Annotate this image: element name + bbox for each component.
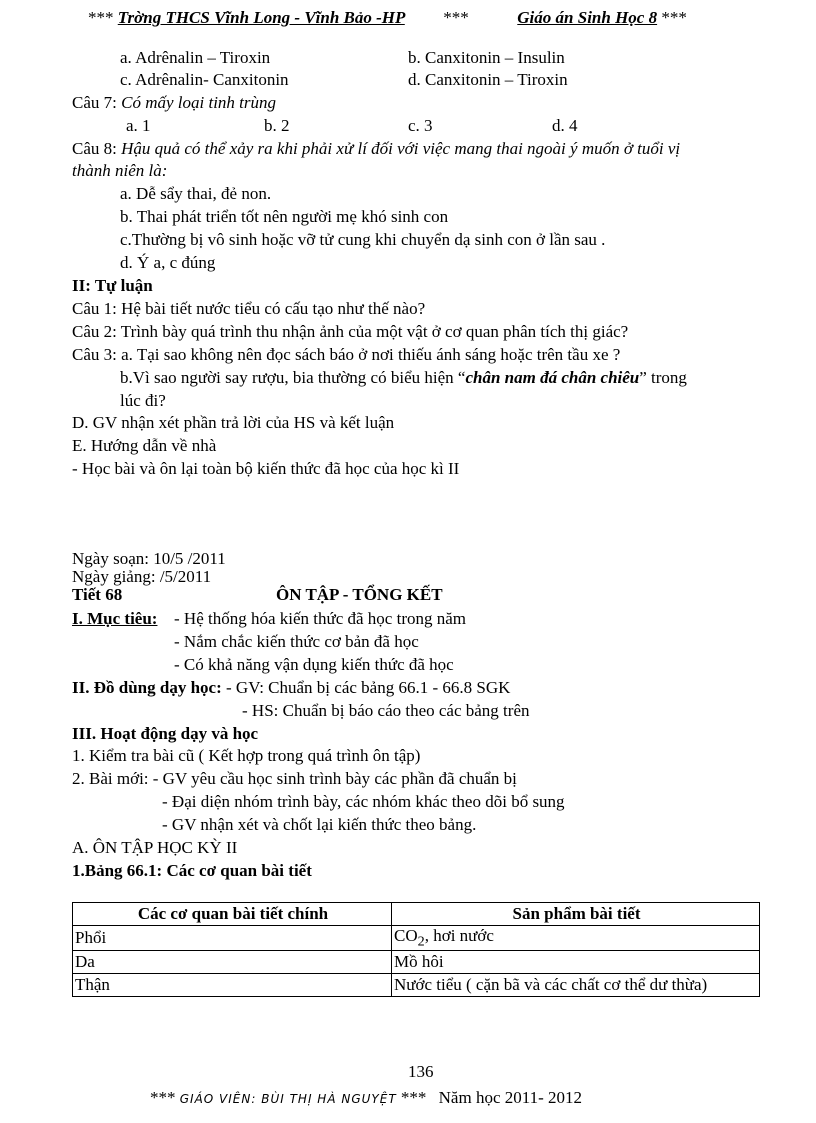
objective-1: - Hệ thống hóa kiến thức đã học trong năm: [174, 609, 466, 628]
table-header-organ: Các cơ quan bài tiết chính: [73, 903, 392, 926]
table-cell-product: Mồ hôi: [392, 951, 760, 974]
activity-3: - Đại diện nhóm trình bày, các nhóm khác theo dõi bổ sung: [162, 792, 565, 811]
activity-4: - GV nhận xét và chốt lại kiến thức theo bảng.: [162, 815, 477, 834]
q8-option-d: d. Ý a, c đúng: [120, 253, 216, 272]
q8-option-b: b. Thai phát triển tốt nên người mẹ khó sinh con: [120, 207, 449, 226]
q6-option-d: d. Canxitonin – Tiroxin: [408, 70, 568, 89]
essay-3b-post: ” trong: [639, 368, 687, 387]
header-stars-right: ***: [661, 8, 687, 27]
footer-teacher: GIÁO VIÊN: BÙI THỊ HÀ NGUYỆT: [179, 1092, 397, 1106]
table-row: [73, 974, 760, 997]
lesson-title: ÔN TẬP - TỔNG KẾT: [276, 585, 443, 604]
q6-option-b: b. Canxitonin – Insulin: [408, 48, 565, 67]
q8-label: Câu 8:: [72, 139, 117, 158]
q7-text: Có mấy loại tinh trùng: [121, 93, 277, 112]
q6-option-a: a. Adrênalin – Tiroxin: [120, 48, 271, 67]
q8-text-line1: Hậu quả có thể xảy ra khi phải xử lí đối với việc mang thai ngoài ý muốn ở tuổi vị: [121, 139, 681, 158]
table-cell-organ: Da: [73, 951, 392, 974]
essay-question-3b: [120, 368, 687, 388]
footer-year: Năm học 2011- 2012: [438, 1088, 583, 1107]
essay-heading: II: Tự luận: [72, 276, 153, 295]
page-number: 136: [408, 1062, 434, 1081]
q8-option-a: a. Dễ sẩy thai, đẻ non.: [120, 184, 272, 203]
table-cell-organ: Phổi: [73, 926, 392, 951]
essay-question-1: Câu 1: Hệ bài tiết nước tiểu có cấu tạo như thế nào?: [72, 299, 426, 318]
table-row: [73, 926, 760, 951]
page-footer: [150, 1088, 582, 1109]
table-row: [73, 951, 760, 974]
teach-date: Ngày giảng: /5/2011: [72, 567, 212, 586]
excretory-organs-table: [72, 902, 760, 997]
essay-3b-pre: b.Vì sao người say rượu, bia thường có biểu hiện “: [120, 368, 466, 387]
table-header-row: [73, 903, 760, 926]
table-cell-product: Nước tiểu ( cặn bã và các chất cơ thể dư thừa): [392, 974, 760, 997]
activities-heading: III. Hoạt động dạy và học: [72, 724, 259, 743]
q8-option-c: c.Thường bị vô sinh hoặc vỡ tử cung khi chuyển dạ sinh con ở lần sau .: [120, 230, 606, 249]
q6-option-c: c. Adrênalin- Canxitonin: [120, 70, 289, 89]
essay-question-3b-line2: lúc đi?: [120, 391, 166, 410]
q7-question: [72, 93, 276, 113]
header-school: Trờng THCS Vĩnh Long - Vĩnh Bảo -HP: [117, 8, 405, 27]
tools-gv: - GV: Chuẩn bị các bảng 66.1 - 66.8 SGK: [226, 678, 511, 697]
objective-3: - Có khả năng vận dụng kiến thức đã học: [174, 655, 454, 674]
page-header: [88, 8, 738, 28]
product-text-post: , hơi nước: [424, 926, 494, 945]
q8-text-line2: thành niên là:: [72, 161, 168, 180]
tools-label: II. Đồ dùng dạy học:: [72, 678, 222, 697]
q7-option-a: a. 1: [126, 116, 151, 135]
activity-2: 2. Bài mới: - GV yêu cầu học sinh trình bày các phần đã chuẩn bị: [72, 769, 517, 788]
objectives-label: I. Mục tiêu:: [72, 609, 158, 628]
closing-e: E. Hướng dẫn về nhà: [72, 436, 217, 455]
section-a-heading: A. ÔN TẬP HỌC KỲ II: [72, 838, 238, 857]
product-text: CO: [394, 926, 418, 945]
q7-option-d: d. 4: [552, 116, 578, 135]
table-cell-organ: Thận: [73, 974, 392, 997]
objective-2: - Nắm chắc kiến thức cơ bản đã học: [174, 632, 419, 651]
table-title: 1.Bảng 66.1: Các cơ quan bài tiết: [72, 861, 312, 880]
header-stars-left: ***: [88, 8, 114, 27]
product-subscript: 2: [417, 933, 425, 950]
tools-line-1: [72, 678, 510, 698]
tools-hs: - HS: Chuẩn bị báo cáo theo các bảng trên: [242, 701, 530, 720]
period-label: Tiết 68: [72, 585, 123, 604]
header-subject: Giáo án Sinh Học 8: [517, 8, 658, 27]
footer-stars-left: ***: [150, 1088, 176, 1107]
table-header-product: Sản phẩm bài tiết: [392, 903, 760, 926]
activity-1: 1. Kiểm tra bài cũ ( Kết hợp trong quá trình ôn tập): [72, 746, 421, 765]
prep-date: Ngày soạn: 10/5 /2011: [72, 549, 226, 568]
q7-option-b: b. 2: [264, 116, 290, 135]
q8-question: [72, 139, 680, 159]
q7-label: Câu 7:: [72, 93, 117, 112]
footer-stars-mid: ***: [400, 1088, 427, 1107]
closing-d: D. GV nhận xét phần trả lời của HS và kết luận: [72, 413, 395, 432]
header-stars-mid: ***: [443, 8, 469, 27]
table-cell-product: [392, 926, 760, 951]
essay-question-3a: Câu 3: a. Tại sao không nên đọc sách báo ở nơi thiếu ánh sáng hoặc trên tầu xe ?: [72, 345, 621, 364]
essay-3b-emphasis: chân nam đá chân chiêu: [465, 368, 640, 387]
homework: - Học bài và ôn lại toàn bộ kiến thức đã học của học kì II: [72, 459, 460, 478]
essay-question-2: Câu 2: Trình bày quá trình thu nhận ảnh của một vật ở cơ quan phân tích thị giác?: [72, 322, 629, 341]
q7-option-c: c. 3: [408, 116, 433, 135]
